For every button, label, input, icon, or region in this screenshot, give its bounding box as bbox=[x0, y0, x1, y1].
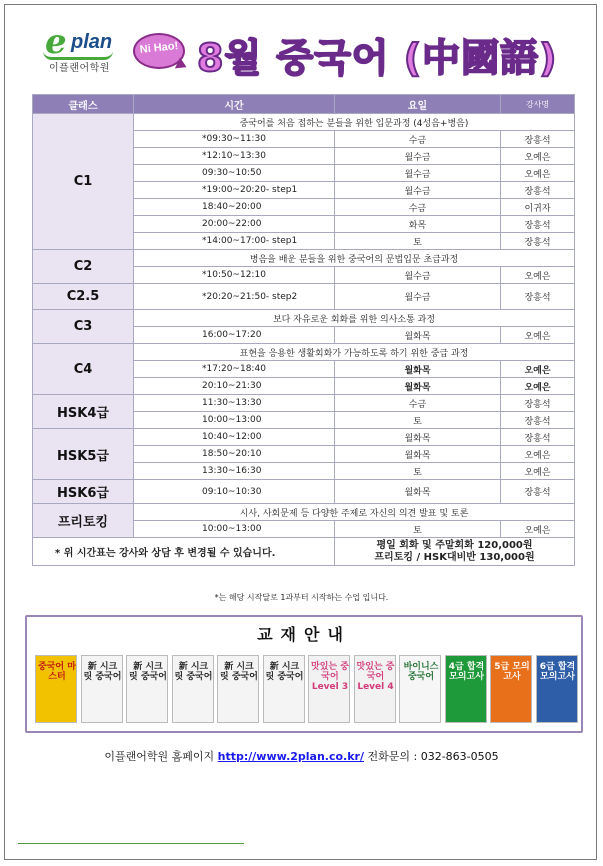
day-cell: 수금 bbox=[335, 395, 501, 412]
class-cell-hsk6: HSK6급 bbox=[33, 480, 134, 504]
page-title: 8월 중국어 (中國語) bbox=[197, 36, 558, 80]
textbook-cover-label: 중국어 마스터 bbox=[38, 662, 76, 682]
textbook-cover-label: 新 시크릿 중국어 bbox=[265, 662, 304, 682]
textbook-cover bbox=[217, 655, 259, 723]
textbook-cover bbox=[308, 655, 350, 723]
table-row bbox=[33, 284, 575, 310]
day-cell: 월화목 bbox=[335, 361, 501, 378]
textbook-cover bbox=[490, 655, 532, 723]
table-header-row bbox=[33, 95, 575, 114]
textbook-cover-label: 바이니스 중국어 bbox=[403, 662, 439, 682]
phone-info: 전화문의 : 032-863-0505 bbox=[367, 750, 499, 763]
time-cell: 09:30~10:50 bbox=[134, 165, 335, 182]
teacher-cell: 오예은 bbox=[501, 267, 575, 284]
header-teacher: 강사명 bbox=[501, 95, 575, 114]
day-cell: 토 bbox=[335, 233, 501, 250]
table-row bbox=[33, 250, 575, 267]
time-cell: *20:20~21:50- step2 bbox=[134, 284, 335, 310]
teacher-cell: 오예은 bbox=[501, 148, 575, 165]
time-cell: 10:00~13:00 bbox=[134, 521, 335, 538]
logo-e-glyph: e bbox=[45, 22, 67, 62]
fee-line-2: 프리토킹 / HSK대비반 130,000원 bbox=[374, 551, 535, 563]
time-cell: 11:30~13:30 bbox=[134, 395, 335, 412]
contact-footer bbox=[0, 748, 603, 764]
day-cell: 월화목 bbox=[335, 446, 501, 463]
class-desc-c4: 표현을 응용한 생활회화가 가능하도록 하기 위한 중급 과정 bbox=[134, 344, 575, 361]
textbook-cover-label: 新 시크릿 중국어 bbox=[174, 662, 213, 682]
teacher-cell: 오예은 bbox=[501, 378, 575, 395]
logo-subtitle: 이플랜어학원 bbox=[49, 63, 110, 74]
class-desc-c3: 보다 자유로운 회화를 위한 의사소통 과정 bbox=[134, 310, 575, 327]
textbook-cover-label: 맛있는 중국어 Level 3 bbox=[311, 662, 349, 692]
homepage-label: 이플랜어학원 홈페이지 bbox=[104, 750, 215, 763]
class-cell-c3: C3 bbox=[33, 310, 134, 344]
textbook-cover-label: 新 시크릿 중국어 bbox=[220, 662, 258, 682]
day-cell: 월수금 bbox=[335, 148, 501, 165]
time-cell: 18:50~20:10 bbox=[134, 446, 335, 463]
speech-bubble-text: Ni Hao! bbox=[139, 40, 179, 56]
class-desc-c1: 중국어를 처음 접하는 분들을 위한 입문과정 (4성음+병음) bbox=[134, 114, 575, 131]
time-cell: 20:10~21:30 bbox=[134, 378, 335, 395]
class-cell-c4: C4 bbox=[33, 344, 134, 395]
teacher-cell: 오예은 bbox=[501, 165, 575, 182]
day-cell: 수금 bbox=[335, 199, 501, 216]
teacher-cell: 오예은 bbox=[501, 521, 575, 538]
class-desc-c2: 병음을 배운 분들을 위한 중국어의 문법입문 초급과정 bbox=[134, 250, 575, 267]
time-cell: *14:00~17:00- step1 bbox=[134, 233, 335, 250]
logo-plan-text: plan bbox=[71, 31, 113, 53]
time-cell: *12:10~13:30 bbox=[134, 148, 335, 165]
class-cell-hsk4: HSK4급 bbox=[33, 395, 134, 429]
class-desc-free: 시사, 사회문제 등 다양한 주제로 자신의 의견 발표 및 토론 bbox=[134, 504, 575, 521]
schedule-change-note: * 위 시간표는 강사와 상담 후 변경될 수 있습니다. bbox=[33, 538, 335, 566]
header-class: 클래스 bbox=[33, 95, 134, 114]
teacher-cell: 장흥석 bbox=[501, 412, 575, 429]
day-cell: 월수금 bbox=[335, 267, 501, 284]
teacher-cell: 오예은 bbox=[501, 463, 575, 480]
table-row bbox=[33, 504, 575, 521]
teacher-cell: 오예은 bbox=[501, 361, 575, 378]
textbook-cover bbox=[35, 655, 77, 723]
header-time: 시간 bbox=[134, 95, 335, 114]
time-cell: *17:20~18:40 bbox=[134, 361, 335, 378]
time-cell: 13:30~16:30 bbox=[134, 463, 335, 480]
table-row bbox=[33, 114, 575, 131]
teacher-cell: 장흥석 bbox=[501, 429, 575, 446]
time-cell: *09:30~11:30 bbox=[134, 131, 335, 148]
teacher-cell: 장흥석 bbox=[501, 216, 575, 233]
day-cell: 토 bbox=[335, 412, 501, 429]
textbook-cover bbox=[354, 655, 396, 723]
schedule-table bbox=[32, 94, 575, 566]
teacher-cell: 장흥석 bbox=[501, 233, 575, 250]
class-cell-free: 프리토킹 bbox=[33, 504, 134, 538]
day-cell: 월화목 bbox=[335, 378, 501, 395]
day-cell: 화목 bbox=[335, 216, 501, 233]
table-row bbox=[33, 480, 575, 504]
time-cell: 09:10~10:30 bbox=[134, 480, 335, 504]
teacher-cell: 장흥석 bbox=[501, 182, 575, 199]
teacher-cell: 오예은 bbox=[501, 446, 575, 463]
header-day: 요일 bbox=[335, 95, 501, 114]
textbook-cover bbox=[445, 655, 487, 723]
textbook-cover bbox=[81, 655, 123, 723]
table-row bbox=[33, 310, 575, 327]
textbook-cover bbox=[172, 655, 214, 723]
time-cell: 10:00~13:00 bbox=[134, 412, 335, 429]
day-cell: 월수금 bbox=[335, 182, 501, 199]
day-cell: 월수금 bbox=[335, 284, 501, 310]
day-cell: 월화목 bbox=[335, 429, 501, 446]
table-row bbox=[33, 344, 575, 361]
time-cell: 20:00~22:00 bbox=[134, 216, 335, 233]
textbook-title: 교재안내 bbox=[257, 625, 351, 644]
class-cell-c1: C1 bbox=[33, 114, 134, 250]
textbook-cover-label: 5급 모의고사 bbox=[494, 662, 530, 682]
fee-info bbox=[335, 538, 575, 566]
table-footer-row bbox=[33, 538, 575, 566]
textbook-cover bbox=[399, 655, 441, 723]
table-row bbox=[33, 429, 575, 446]
table-row bbox=[33, 395, 575, 412]
fee-line-1: 평일 회화 및 주말회화 120,000원 bbox=[376, 539, 533, 551]
asterisk-note: *는 해당 시작달로 1과부터 시작하는 수업 입니다. bbox=[214, 593, 389, 602]
day-cell: 월화목 bbox=[335, 327, 501, 344]
teacher-cell: 장흥석 bbox=[501, 284, 575, 310]
class-cell-c2: C2 bbox=[33, 250, 134, 284]
teacher-cell: 이귀자 bbox=[501, 199, 575, 216]
textbook-cover bbox=[263, 655, 305, 723]
day-cell: 토 bbox=[335, 463, 501, 480]
day-cell: 월화목 bbox=[335, 480, 501, 504]
day-cell: 수금 bbox=[335, 131, 501, 148]
time-cell: 10:40~12:00 bbox=[134, 429, 335, 446]
class-cell-hsk5: HSK5급 bbox=[33, 429, 134, 480]
day-cell: 토 bbox=[335, 521, 501, 538]
textbook-cover-label: 新 시크릿 중국어 bbox=[83, 662, 122, 682]
textbook-section bbox=[25, 615, 583, 733]
textbook-cover bbox=[536, 655, 578, 723]
teacher-cell: 장흥석 bbox=[501, 395, 575, 412]
time-cell: *19:00~20:20- step1 bbox=[134, 182, 335, 199]
eplan-logo bbox=[43, 22, 127, 74]
bottom-divider bbox=[18, 843, 244, 844]
class-cell-c25: C2.5 bbox=[33, 284, 134, 310]
time-cell: 18:40~20:00 bbox=[134, 199, 335, 216]
time-cell: *10:50~12:10 bbox=[134, 267, 335, 284]
time-cell: 16:00~17:20 bbox=[134, 327, 335, 344]
teacher-cell: 장흥석 bbox=[501, 131, 575, 148]
textbook-cover-label: 4급 합격모의고사 bbox=[448, 662, 485, 682]
day-cell: 월수금 bbox=[335, 165, 501, 182]
textbook-cover bbox=[126, 655, 168, 723]
homepage-link[interactable]: http://www.2plan.co.kr/ bbox=[217, 750, 364, 763]
textbook-cover-label: 6급 합격모의고사 bbox=[539, 662, 576, 682]
textbook-cover-label: 맛있는 중국어 Level 4 bbox=[356, 662, 395, 692]
teacher-cell: 오예은 bbox=[501, 327, 575, 344]
textbook-cover-label: 新 시크릿 중국어 bbox=[129, 662, 167, 682]
teacher-cell: 장흥석 bbox=[501, 480, 575, 504]
